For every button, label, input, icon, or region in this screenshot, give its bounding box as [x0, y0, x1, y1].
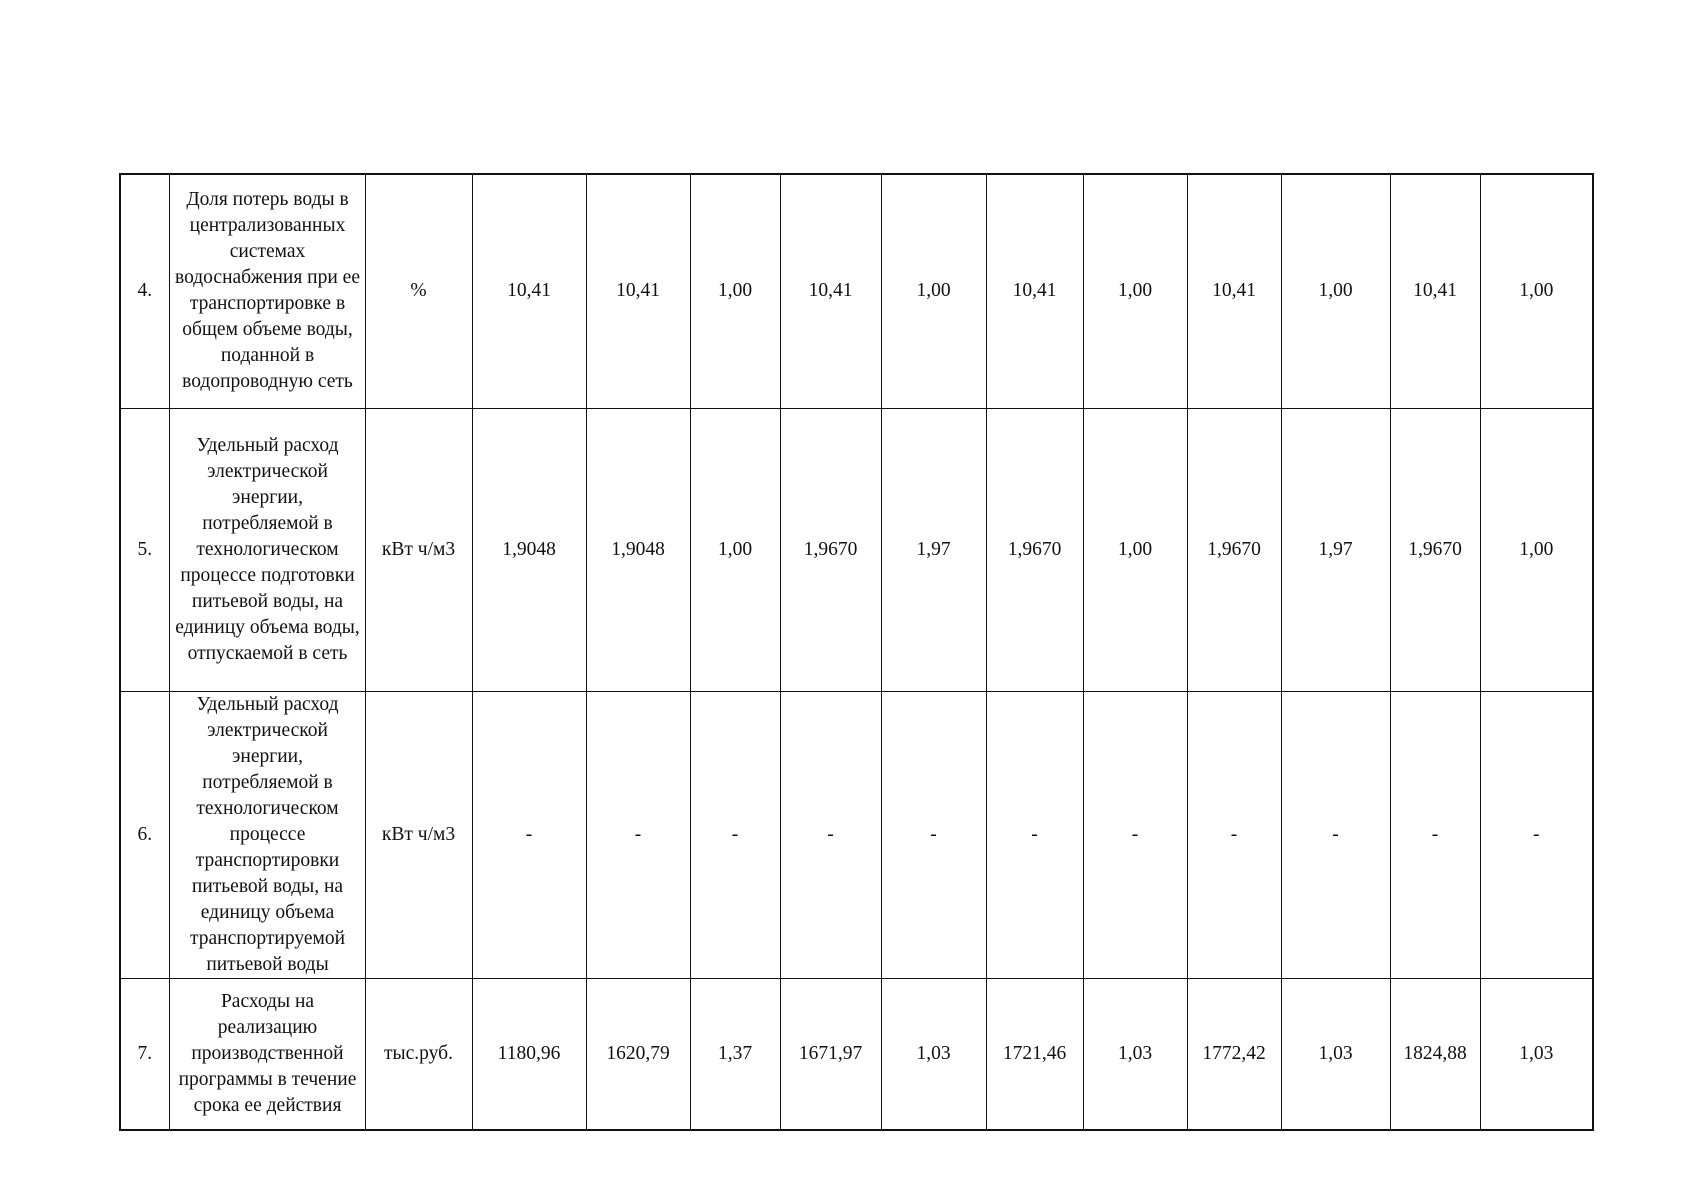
value-cell: 1,37 — [690, 978, 780, 1130]
table-row — [120, 978, 1593, 1130]
table-row — [120, 174, 1593, 408]
table-body — [120, 174, 1593, 1130]
unit-cell: % — [365, 174, 472, 408]
value-cell: 1,00 — [1083, 174, 1187, 408]
row-number-cell: 5. — [120, 408, 169, 691]
indicator-name-cell — [169, 174, 365, 408]
value-cell: - — [1390, 691, 1480, 978]
value-cell: 1,9048 — [472, 408, 586, 691]
value-cell: - — [780, 691, 881, 978]
value-cell: 1,00 — [1281, 174, 1390, 408]
value-cell: 1,9670 — [986, 408, 1083, 691]
value-cell: - — [472, 691, 586, 978]
indicator-name-cell — [169, 978, 365, 1130]
value-cell: 10,41 — [472, 174, 586, 408]
table-row — [120, 691, 1593, 978]
value-cell: 1,00 — [690, 174, 780, 408]
row-number-cell: 7. — [120, 978, 169, 1130]
value-cell: - — [1480, 691, 1593, 978]
row-number-cell: 6. — [120, 691, 169, 978]
value-cell: - — [986, 691, 1083, 978]
unit-cell: тыс.руб. — [365, 978, 472, 1130]
value-cell: 1620,79 — [586, 978, 690, 1130]
value-cell: 1,00 — [1480, 174, 1593, 408]
value-cell: 1,9670 — [1187, 408, 1281, 691]
indicator-name-cell — [169, 408, 365, 691]
value-cell: 1721,46 — [986, 978, 1083, 1130]
value-cell: 1,00 — [1480, 408, 1593, 691]
value-cell: 1772,42 — [1187, 978, 1281, 1130]
indicator-name-text: Удельный расход электрической энергии, потребляемой в технологическом процессе подготовки питьевой воды, на единицу объема воды, отпускаемой в сеть — [175, 434, 360, 664]
value-cell: 1,9670 — [1390, 408, 1480, 691]
value-cell: - — [1083, 691, 1187, 978]
value-cell: - — [1281, 691, 1390, 978]
value-cell: 1,03 — [1480, 978, 1593, 1130]
indicators-table — [119, 173, 1594, 1131]
value-cell: 10,41 — [986, 174, 1083, 408]
row-number-cell: 4. — [120, 174, 169, 408]
unit-cell: кВт ч/м3 — [365, 408, 472, 691]
value-cell: 1,00 — [881, 174, 986, 408]
value-cell: 10,41 — [780, 174, 881, 408]
indicator-name-text: Доля потерь воды в централизованных системах водоснабжения при ее транспортировке в общем объеме воды, поданной в водопроводную сеть — [175, 189, 360, 393]
value-cell: 1,03 — [1083, 978, 1187, 1130]
value-cell: - — [881, 691, 986, 978]
value-cell: 1,03 — [1281, 978, 1390, 1130]
value-cell: 10,41 — [1187, 174, 1281, 408]
unit-cell: кВт ч/м3 — [365, 691, 472, 978]
value-cell: 1,9670 — [780, 408, 881, 691]
value-cell: 1,03 — [881, 978, 986, 1130]
indicator-name-text: Расходы на реализацию производственной программы в течение срока ее действия — [178, 990, 357, 1116]
value-cell: 1,00 — [1083, 408, 1187, 691]
table-row — [120, 408, 1593, 691]
indicator-name-text: Удельный расход электрической энергии, потребляемой в технологическом процессе транспортировки питьевой воды, на единицу объема транспортируемой питьевой воды — [189, 693, 346, 975]
indicator-name-cell — [169, 691, 365, 978]
value-cell: 1180,96 — [472, 978, 586, 1130]
value-cell: 1671,97 — [780, 978, 881, 1130]
value-cell: 1824,88 — [1390, 978, 1480, 1130]
value-cell: 1,97 — [1281, 408, 1390, 691]
value-cell: - — [1187, 691, 1281, 978]
value-cell: - — [690, 691, 780, 978]
value-cell: 10,41 — [1390, 174, 1480, 408]
value-cell: 1,9048 — [586, 408, 690, 691]
value-cell: 1,97 — [881, 408, 986, 691]
value-cell: 1,00 — [690, 408, 780, 691]
value-cell: - — [586, 691, 690, 978]
value-cell: 10,41 — [586, 174, 690, 408]
